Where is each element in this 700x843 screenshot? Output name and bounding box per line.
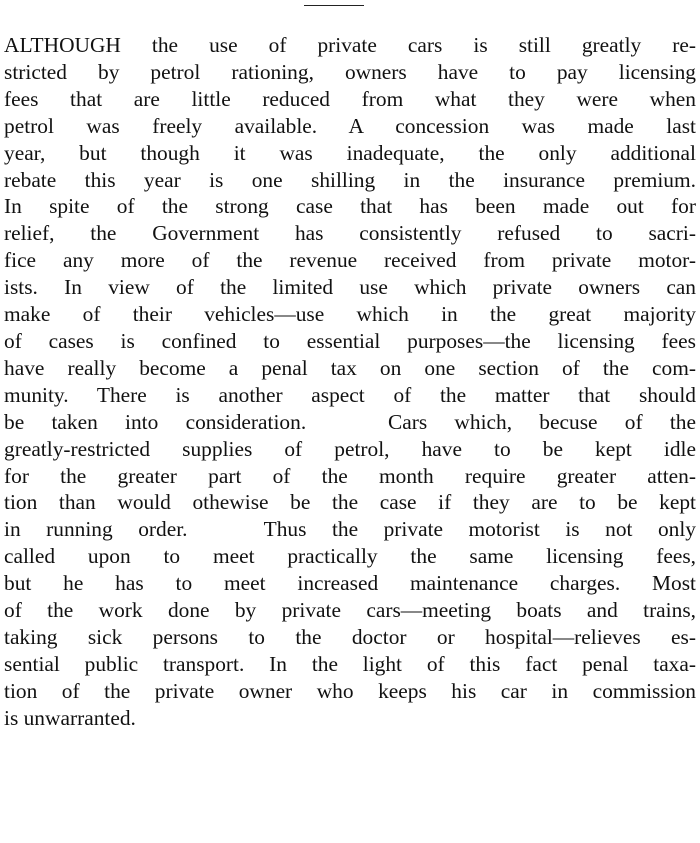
text-line: greatly-restricted supplies of petrol, have to be kept idle (4, 436, 696, 461)
text-line: stricted by petrol rationing, owners have to pay licensing (4, 59, 696, 84)
text-line: ists. In view of the limited use which private owners can (4, 275, 696, 300)
article-paragraph (4, 32, 696, 732)
text-line: sential public transport. In the light of this fact penal taxa- (4, 651, 696, 676)
text-line: is unwarranted. (4, 705, 136, 730)
text-line: have really become a penal tax on one section of the com- (4, 355, 696, 380)
text-line: In spite of the strong case that has been made out for (4, 194, 696, 219)
column-separator-rule (304, 5, 364, 6)
text-line: year, but though it was inadequate, the only additional (4, 140, 696, 165)
text-line: taking sick persons to the doctor or hospital—relieves es- (4, 624, 696, 649)
text-line: in running order. Thus the private motorist is not only (4, 517, 696, 542)
text-line: fice any more of the revenue received from private motor- (4, 248, 696, 273)
text-line: tion of the private owner who keeps his car in commission (4, 678, 696, 703)
text-line: for the greater part of the month require greater atten- (4, 463, 696, 488)
text-line: make of their vehicles—use which in the great majority (4, 302, 696, 327)
text-line: petrol was freely available. A concession was made last (4, 113, 696, 138)
text-line: rebate this year is one shilling in the insurance premium. (4, 167, 696, 192)
text-line: of the work done by private cars—meeting boats and trains, (4, 598, 696, 623)
text-line: fees that are little reduced from what they were when (4, 86, 696, 111)
text-line: ALTHOUGH the use of private cars is still greatly re- (4, 33, 696, 57)
text-line: but he has to meet increased maintenance charges. Most (4, 571, 696, 596)
text-line: munity. There is another aspect of the matter that should (4, 382, 696, 407)
text-line: relief, the Government has consistently refused to sacri- (4, 221, 696, 246)
text-line: of cases is confined to essential purposes—the licensing fees (4, 328, 696, 353)
text-line: be taken into consideration. Cars which, becuse of the (4, 409, 696, 434)
text-line: tion than would othewise be the case if they are to be kept (4, 490, 696, 515)
text-line: called upon to meet practically the same licensing fees, (4, 544, 696, 569)
